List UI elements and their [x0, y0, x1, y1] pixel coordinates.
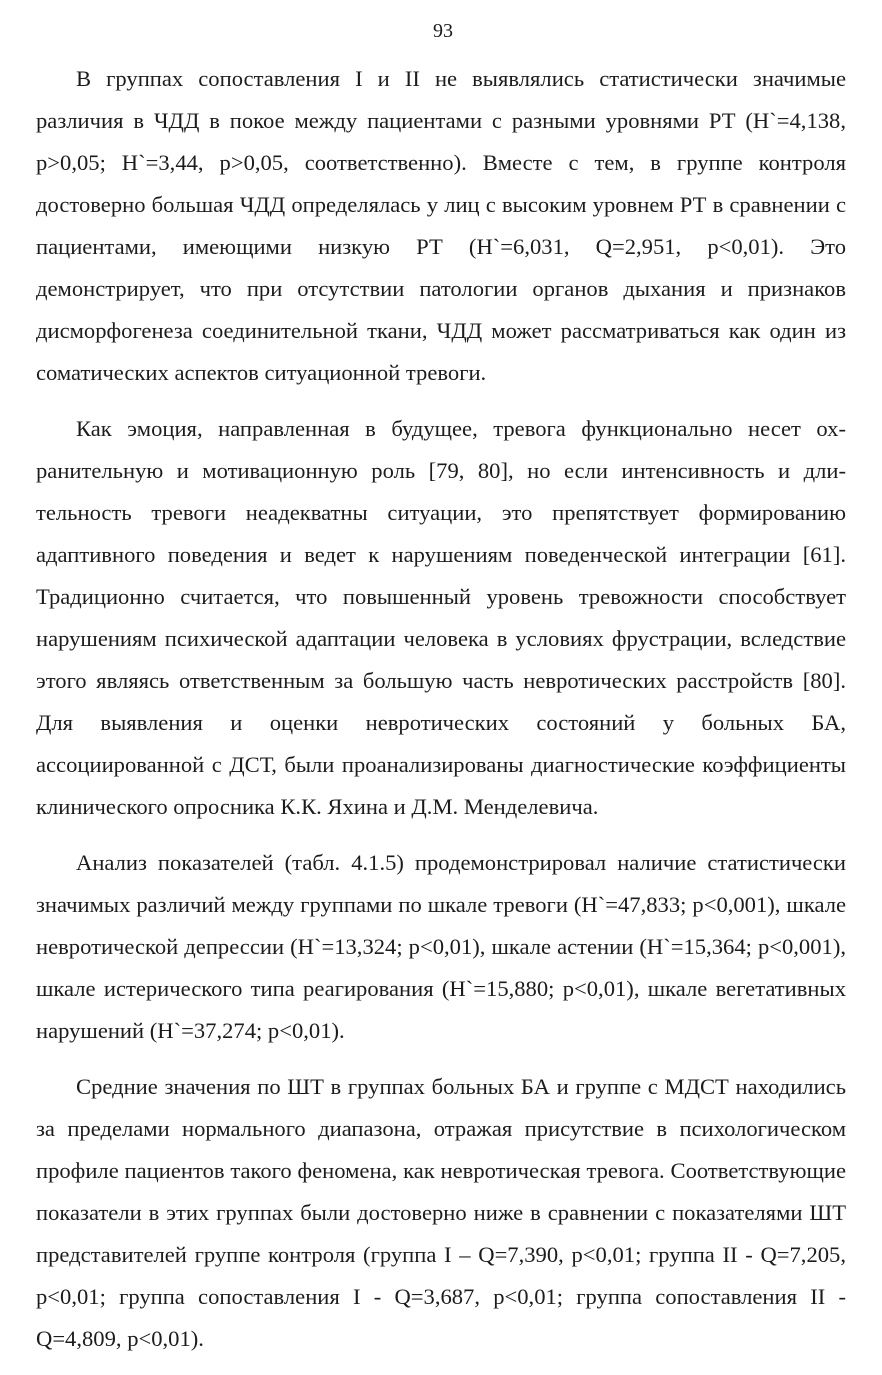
paragraph-anxiety-role: Как эмоция, направленная в будущее, тревога функционально несет охранительную и мотивационную роль [79, 80], но если интенсивность и длительность тревоги неадекватны ситуации, это препятствует формированию адаптивного поведения и ведет к нарушениям поведенческой интеграции [61]. Традиционно считается, что повышенный уровень тревожности способствует нарушениям психической адаптации человека в условиях фрустрации, вследствие этого являясь ответственным за большую часть невротических расстройств [80]. Для выявления и оценки невротических состояний у больных БА, ассоциированной с ДСТ, были проанализированы диагностические коэффициенты клинического опросника К.К. Яхина и Д.М. Менделевича. — [36, 416, 846, 819]
page-number: 93 — [433, 20, 453, 42]
document-page — [36, 14, 846, 1360]
paragraph-respiratory-rate: В группах сопоставления I и II не выявлялись статистически значимые различия в ЧДД в покое между пациентами с разными уровнями РТ (Н`=4,138, р>0,05; Н`=3,44, р>0,05, соответственно). Вместе с тем, в группе контроля достоверно большая ЧДД определялась у лиц с высоким уровнем РТ в сравнении с пациентами, имеющими низкую РТ (Н`=6,031, Q=2,951, р<0,01). Это демонстрирует, что при отсутствии патологии органов дыхания и признаков дисморфогенеза соединительной ткани, ЧДД может рассматриваться как один из соматических аспектов ситуационной тревоги. — [36, 66, 846, 385]
paragraph-analysis: Анализ показателей (табл. 4.1.5) продемонстрировал наличие статистически значимых различий между группами по шкале тревоги (Н`=47,833; р<0,001), шкале невротической депрессии (Н`=13,324; р<0,01), шкале астении (Н`=15,364; р<0,001), шкале истерического типа реагирования (Н`=15,880; р<0,01), шкале вегетативных нарушений (Н`=37,274; р<0,01). — [36, 850, 846, 1043]
paragraph-mean-values: Средние значения по ШТ в группах больных БА и группе с МДСТ находились за пределами нормального диапазона, отражая присутствие в психологическом профиле пациентов такого феномена, как невротическая тревога. Соответствующие показатели в этих группах были достоверно ниже в сравнении с показателями ШТ представителей группе контроля (группа I – Q=7,390, р<0,01; группа II - Q=7,205, р<0,01; группа сопоставления I - Q=3,687, р<0,01; группа сопоставления II - Q=4,809, р<0,01). — [36, 1074, 846, 1351]
